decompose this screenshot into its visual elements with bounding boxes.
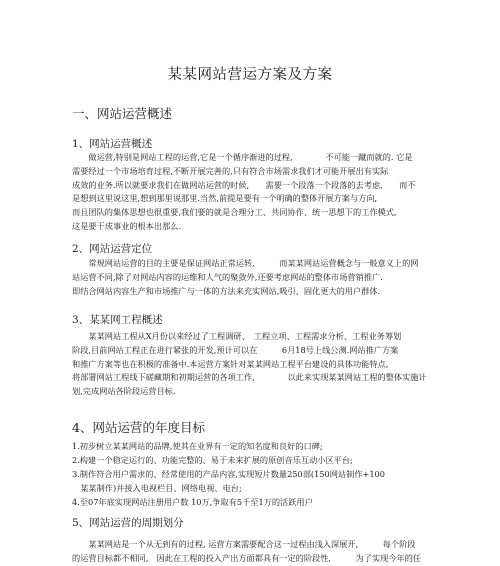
paragraph-project	[72, 330, 432, 399]
section-heading-annual-goals: 4、网站运营的年度目标	[72, 420, 205, 435]
text-line: 阶段,目前网站工程正在进行紧张的开发,预计可以在 6月18号上线公测.网站推广方案	[72, 344, 399, 355]
list-item: 4.至07年底实现网站注册用户数 10万,争取有5千至1万的活跃用户	[72, 497, 313, 507]
subsection-heading-1: 1、网站运营概述	[72, 138, 153, 150]
text-line: 和推广方案等也在积极的准备中.本运营方案针对某某网站工程平台建设的具体功能特点,	[72, 358, 389, 369]
text-line: 某某网站是一个从无到有的过程, 运营方案需要配合这一过程由浅入深展开, 每个阶段	[72, 539, 416, 549]
text-line: 的运营目标都不相同, 因此在工程的投入产出方面都具有一定的阶段性, 为了实现今年的任	[72, 552, 422, 563]
section-heading-overview: 一、网站运营概述	[72, 106, 173, 121]
text-line: 这是要干成事业的根本出那么.	[72, 220, 182, 231]
text-line: 站运营不同,除了对网站内容的运维和人气的聚敛外,还要考虑网站的整体市场营销推广.	[72, 271, 383, 282]
text-line: 需要经过一个市场培育过程,不断开展完善的,只有符合市场需求我们才可能开展出有实际	[72, 165, 389, 176]
text-line: 常规网站运营的目的主要是保证网站正常运转, 而某某网站运营概念与一般意义上的网	[72, 258, 419, 268]
paragraph-overview	[72, 151, 432, 234]
subsection-heading-5: 5、网站运营的周期划分	[72, 517, 184, 529]
list-item: 1.初步树立某某网站的品牌,使其在业界有一定的知名度和良好的口碑;	[72, 441, 323, 451]
list-item: 某某制作)并接入电视栏目、网络电视、电台;	[72, 483, 242, 493]
list-item: 2.构建一个稳定运行的、功能完整的、易于未来扩展的原创音乐互动小区平台;	[72, 455, 353, 465]
subsection-heading-3: 3、某某网工程概述	[72, 314, 163, 326]
paragraph-periods	[72, 538, 432, 566]
document-title: 某某网站营运方案及方案	[167, 67, 333, 83]
goals-list	[72, 439, 432, 509]
text-line: 成效的业务.所以就要求我们在做网站运营的时候, 需要一个段落一个段落的去考虑, 而不	[72, 179, 416, 190]
paragraph-positioning	[72, 257, 432, 298]
text-line: 划,完成网站各阶段运营目标.	[72, 386, 176, 397]
text-line: 某某网站工程从X月份以来经过了工程调研、 工程立项、工程需求分析、工程业务筹划	[72, 331, 402, 341]
text-line: 而且团队的集体思想也很重要,我们要的就是合理分工、共同协作、统一思想下的工作模式,	[72, 207, 397, 218]
text-line: 将部署网站工程线下磋藏期和初期运营的各项工作, 以此来实现某某网站工程的整体实施计	[72, 372, 427, 383]
list-item: 3.制作符合用户需求的、经常使用的产品内容,实现短片数量250部(150网站制作+100	[72, 469, 385, 479]
text-line: 是想到这里说这里,想到那里说那里.当然,前提是要有一个明确的整体开展方案与方向,	[72, 193, 378, 204]
subsection-heading-2: 2、网站运营定位	[72, 243, 153, 255]
text-line: 做运营,特别是网站工程的运营,它是一个循序渐进的过程, 不可能一蹴而就的. 它是	[72, 152, 413, 162]
text-line: 即结合网站内容生产和市场推广与一体的方法来充实网站,吸引、固化更大的用户群体.	[72, 285, 381, 296]
